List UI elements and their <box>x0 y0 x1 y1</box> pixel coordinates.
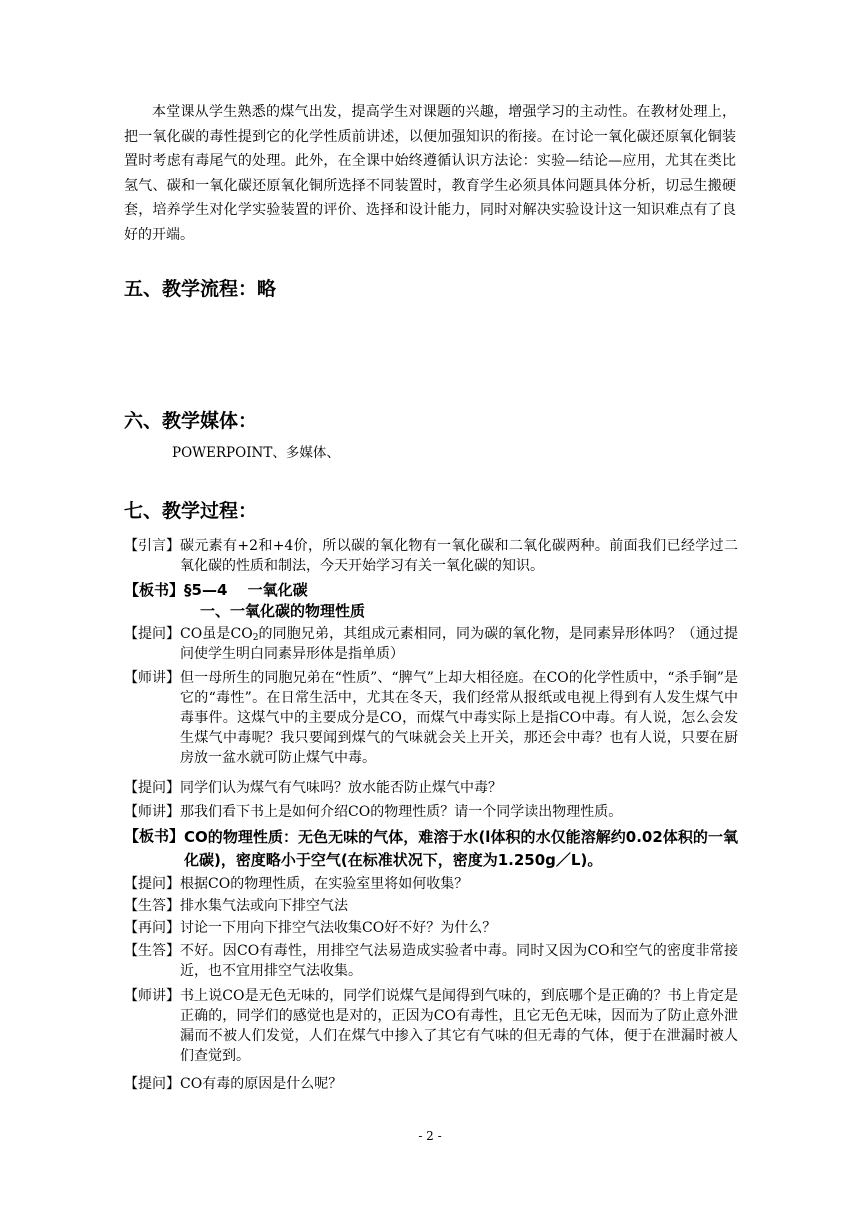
entry-text: §5—4 一氧化碳 <box>184 581 308 599</box>
entry-teacher-gas-poisoning <box>124 668 738 768</box>
entry-tag: 【再问】 <box>124 920 180 936</box>
entry-tag: 【提问】 <box>124 1076 180 1092</box>
entry-question-collect <box>124 874 738 894</box>
entry-followup-question <box>124 918 738 938</box>
entry-tag: 【师讲】 <box>124 804 180 820</box>
entry-text: CO的物理性质：无色无味的气体，难溶于水(l体积的水仅能溶解约0.02体积的一氧化碳)，密度略小于空气(在标准状况下，密度为1.250g／L)。 <box>184 828 738 869</box>
entry-text: 根据CO的物理性质，在实验室里将如何收集？ <box>180 876 469 892</box>
entry-question-isomer <box>124 624 738 664</box>
section-7-heading: 七、教学过程： <box>124 500 258 522</box>
entry-board-physical-properties <box>124 826 738 872</box>
entry-tag: 【板书】 <box>124 581 185 599</box>
entry-text: 不好。因CO有毒性，用排空气法易造成实验者中毒。同时又因为CO和空气的密度非常接近，也不宜用排空气法收集。 <box>180 943 738 979</box>
entry-answer-collect <box>124 896 738 916</box>
entry-text: 讨论一下用向下排空气法收集CO好不好？为什么？ <box>180 920 497 936</box>
entry-intro <box>124 536 738 576</box>
entry-tag: 【提问】 <box>124 780 180 796</box>
section-5-heading: 五、教学流程：略 <box>124 278 277 300</box>
entry-answer-toxic <box>124 941 738 981</box>
entry-text: 排水集气法或向下排空气法 <box>180 898 348 914</box>
entry-text: 那我们看下书上是如何介绍CO的物理性质？请一个同学读出物理性质。 <box>180 804 623 820</box>
entry-text: 同学们认为煤气有气味吗？放水能否防止煤气中毒？ <box>180 780 502 796</box>
entry-board-title <box>124 580 738 600</box>
entry-text: CO有毒的原因是什么呢？ <box>180 1076 343 1092</box>
entry-question-smell <box>124 778 738 798</box>
entry-tag: 【提问】 <box>124 876 180 892</box>
entry-tag: 【提问】 <box>124 626 180 642</box>
text-part: CO虽是CO <box>180 626 253 642</box>
entry-tag: 【板书】 <box>124 827 185 845</box>
entry-text: 但一母所生的同胞兄弟在“性质”、“脾气”上却大相径庭。在CO的化学性质中，“杀手锏”是它的“毒性”。在日常生活中，尤其在冬天，我们经常从报纸或电视上得到有人发生煤气中毒事件。这煤气中的主要成分是CO，而煤气中毒实际上是指CO中毒。有人说，怎么会发生煤气中毒呢？我只要闻到煤气的气味就会关上开关，那还会中毒？也有人说，只要在厨房放一盆水就可防止煤气中毒。 <box>180 670 738 766</box>
entry-text: 书上说CO是无色无味的，同学们说煤气是闻得到气味的，到底哪个是正确的？书上肯定是正确的，同学们的感觉也是对的，正因为CO有毒性，且它无色无味，因而为了防止意外泄漏而不被人们发觉，人们在煤气中掺入了其它有气味的但无毒的气体，便于在泄漏时被人们查觉到。 <box>180 988 738 1064</box>
entry-tag: 【生答】 <box>124 943 180 959</box>
text-part: 的同胞兄弟，其组成元素相同，同为碳的氧化物，是同素异形体吗？（通过提问使学生明白同素异形体是指单质） <box>180 626 738 662</box>
media-list: POWERPOINT、多媒体、 <box>172 445 340 461</box>
entry-question-toxic-reason <box>124 1074 738 1094</box>
entry-tag: 【师讲】 <box>124 670 180 686</box>
entry-tag: 【生答】 <box>124 898 180 914</box>
entry-text: 碳元素有+2和+4价，所以碳的氧化物有一氧化碳和二氧化碳两种。前面我们已经学过二氧化碳的性质和制法，今天开始学习有关一氧化碳的知识。 <box>180 538 738 574</box>
entry-text <box>180 624 738 664</box>
entry-teacher-odorless <box>124 986 738 1066</box>
entry-tag: 【引言】 <box>124 538 180 554</box>
section-6-heading: 六、教学媒体： <box>124 410 258 432</box>
subheading-physical-properties: 一、一氧化碳的物理性质 <box>200 602 366 620</box>
intro-paragraph: 本堂课从学生熟悉的煤气出发，提高学生对课题的兴趣，增强学习的主动性。在教材处理上，把一氧化碳的毒性提到它的化学性质前讲述，以便加强知识的衔接。在讨论一氧化碳还原氧化铜装置时考虑有毒尾气的处理。此外，在全课中始终遵循认识方法论：实验—结论—应用，尤其在类比氢气、碳和一氧化碳还原氧化铜所选择不同装置时，教育学生必须具体问题具体分析，切忌生搬硬套，培养学生对化学实验装置的评价、选择和设计能力，同时对解决实验设计这一知识难点有了良好的开端。 <box>124 104 736 243</box>
subscript: 2 <box>252 633 259 643</box>
entry-tag: 【师讲】 <box>124 988 180 1004</box>
entry-teacher-book <box>124 802 738 822</box>
page-number: - 2 - <box>418 1129 442 1143</box>
